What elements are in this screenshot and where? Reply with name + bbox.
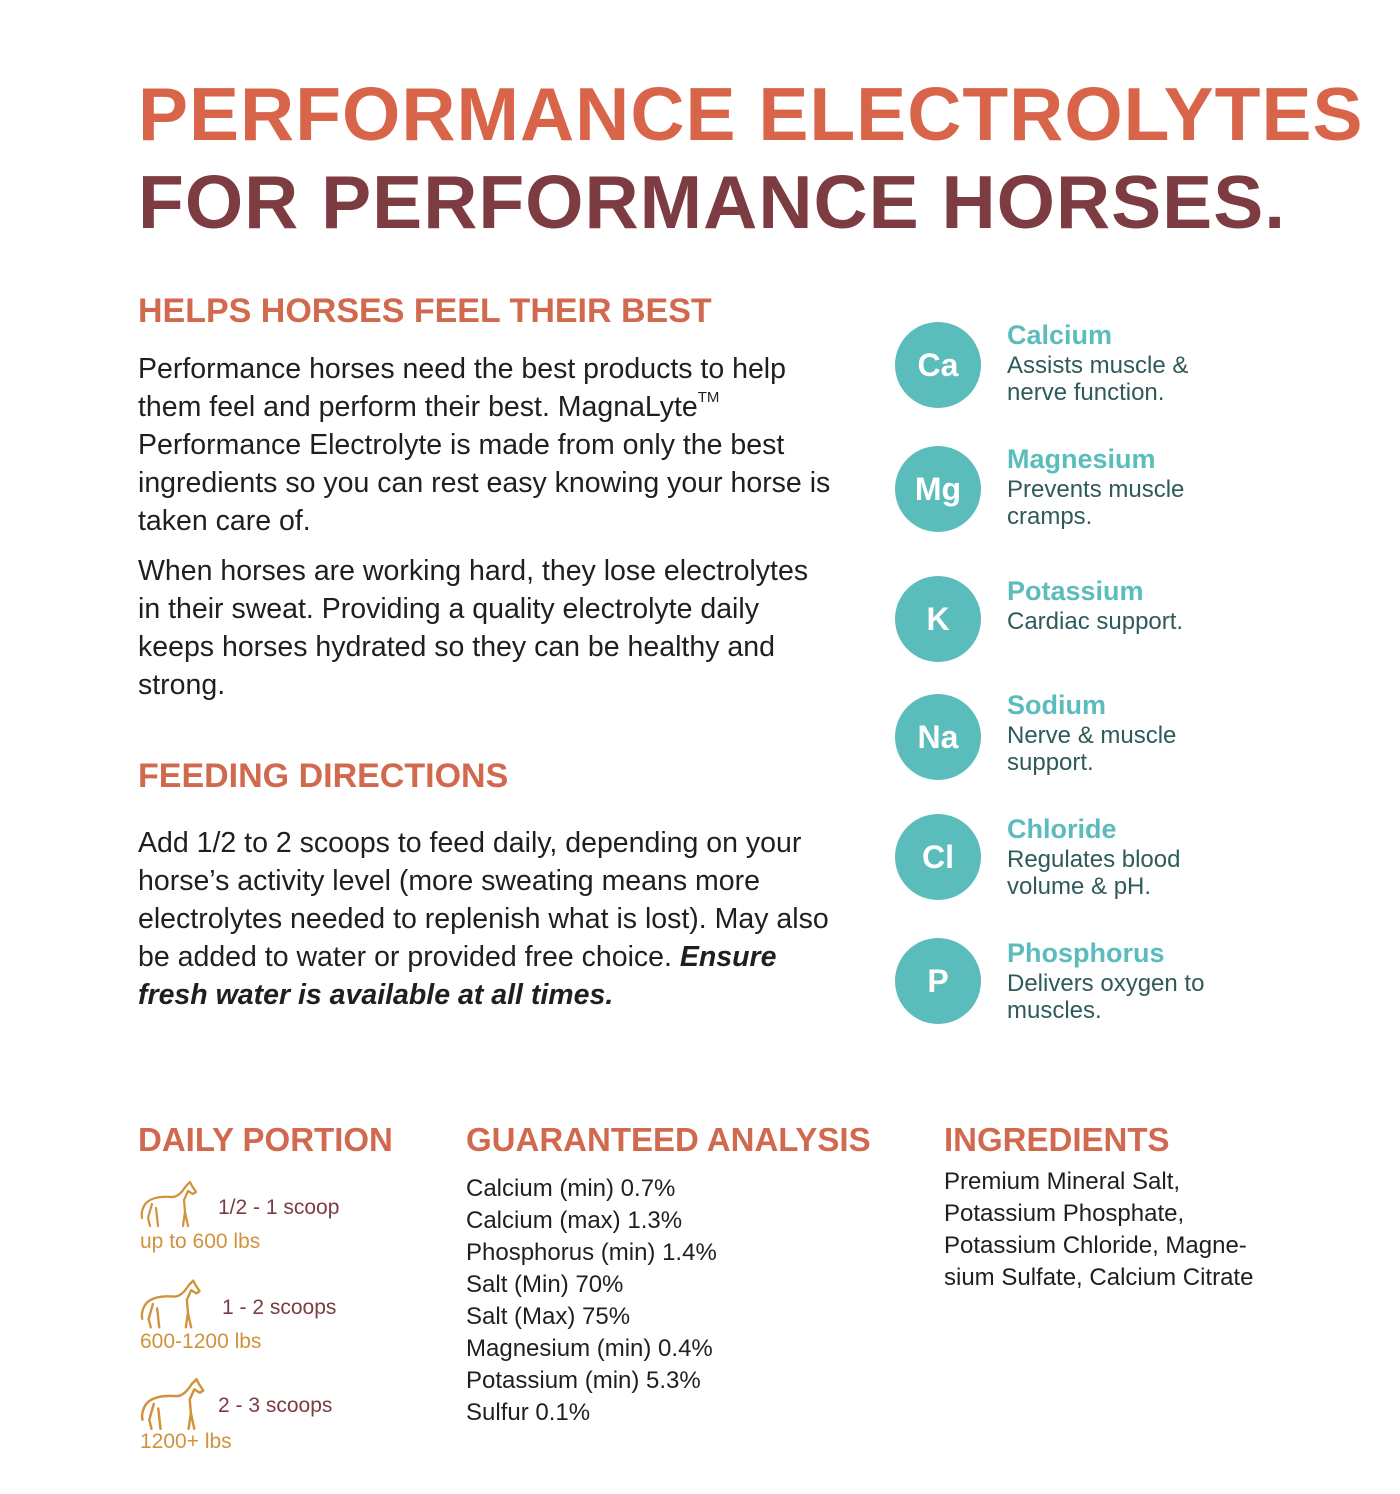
element-sodium <box>895 690 1255 814</box>
intro-body <box>138 350 838 716</box>
ingredients-line: Potassium Phosphate, <box>944 1200 1185 1227</box>
portion-row <box>138 1276 438 1374</box>
portion-scoop: 1/2 - 1 scoop <box>218 1196 340 1219</box>
analysis-item: Sulfur 0.1% <box>466 1399 591 1426</box>
ingredients-line: sium Sulfate, Calcium Citrate <box>944 1264 1254 1291</box>
daily-portion-list <box>138 1178 438 1472</box>
intro-paragraph-2: When horses are working hard, they lose electrolytes in their sweat. Providing a quality electrolyte daily keeps horses hydrated so they can be healthy and strong. <box>138 555 809 701</box>
potassium-symbol-badge: K <box>895 576 981 662</box>
element-magnesium <box>895 442 1255 566</box>
element-name: Potassium <box>1007 576 1144 606</box>
element-chloride <box>895 814 1255 938</box>
portion-row <box>138 1374 438 1472</box>
chloride-symbol-badge: Cl <box>895 814 981 900</box>
element-desc: Delivers oxygen to muscles. <box>1007 970 1205 1024</box>
portion-scoop: 1 - 2 scoops <box>222 1296 337 1319</box>
sodium-symbol-badge: Na <box>895 694 981 780</box>
horse-icon <box>138 1276 206 1332</box>
daily-portion-heading: DAILY PORTION <box>138 1121 393 1158</box>
element-desc: Prevents muscle cramps. <box>1007 476 1185 530</box>
analysis-item: Calcium (min) 0.7% <box>466 1175 676 1202</box>
portion-weight: 600-1200 lbs <box>140 1330 262 1353</box>
horse-icon <box>138 1374 210 1434</box>
analysis-list <box>466 1173 717 1429</box>
analysis-item: Phosphorus (min) 1.4% <box>466 1239 717 1266</box>
element-desc: Cardiac support. <box>1007 608 1184 635</box>
portion-weight: up to 600 lbs <box>140 1230 261 1253</box>
hero-title-line-1: PERFORMANCE ELECTROLYTES <box>138 72 1364 156</box>
element-name: Calcium <box>1007 320 1113 350</box>
hero-title <box>138 70 1364 246</box>
ingredients-line: Premium Mineral Salt, <box>944 1168 1181 1195</box>
ingredients-list <box>944 1166 1314 1294</box>
element-desc: Nerve & muscle support. <box>1007 722 1177 776</box>
ingredients-line: Potassium Chloride, Magne- <box>944 1232 1247 1259</box>
feeding-emphasis: Ensure fresh water is available at all times. <box>138 941 777 1011</box>
trademark-mark: TM <box>697 389 720 406</box>
analysis-item: Salt (Max) 75% <box>466 1303 631 1330</box>
hero-title-line-2: FOR PERFORMANCE HORSES. <box>138 160 1287 244</box>
element-desc: Regulates blood volume & pH. <box>1007 846 1181 900</box>
intro-paragraph-1: Performance horses need the best products to help them feel and perform their best. MagnaLyte™ Performance Electrolyte is made from only the best ingredients so you can rest easy knowing your horse is taken care of. <box>138 353 831 537</box>
analysis-item: Calcium (max) 1.3% <box>466 1207 683 1234</box>
magnesium-symbol-badge: Mg <box>895 446 981 532</box>
ingredients-heading: INGREDIENTS <box>944 1121 1170 1158</box>
analysis-item: Salt (Min) 70% <box>466 1271 624 1298</box>
intro-heading: HELPS HORSES FEEL THEIR BEST <box>138 292 712 330</box>
horse-icon <box>138 1178 202 1230</box>
feeding-body: Add 1/2 to 2 scoops to feed daily, depending on your horse’s activity level (more sweating means more electrolytes needed to replenish what is lost). May also be added to water or provided free choice. Ensure fresh water is available at all times. <box>138 827 829 1011</box>
portion-weight: 1200+ lbs <box>140 1430 232 1453</box>
element-list <box>895 318 1255 1062</box>
analysis-item: Potassium (min) 5.3% <box>466 1367 701 1394</box>
phosphorus-symbol-badge: P <box>895 938 981 1024</box>
element-potassium <box>895 566 1255 690</box>
analysis-heading: GUARANTEED ANALYSIS <box>466 1121 871 1158</box>
element-name: Sodium <box>1007 690 1106 720</box>
element-name: Phosphorus <box>1007 938 1165 968</box>
element-desc: Assists muscle & nerve function. <box>1007 352 1189 406</box>
feeding-heading: FEEDING DIRECTIONS <box>138 757 509 795</box>
analysis-item: Magnesium (min) 0.4% <box>466 1335 713 1362</box>
element-name: Chloride <box>1007 814 1117 844</box>
portion-scoop: 2 - 3 scoops <box>218 1394 333 1417</box>
element-phosphorus <box>895 938 1255 1062</box>
element-name: Magnesium <box>1007 444 1156 474</box>
calcium-symbol-badge: Ca <box>895 322 981 408</box>
element-calcium <box>895 318 1255 442</box>
portion-row <box>138 1178 438 1276</box>
